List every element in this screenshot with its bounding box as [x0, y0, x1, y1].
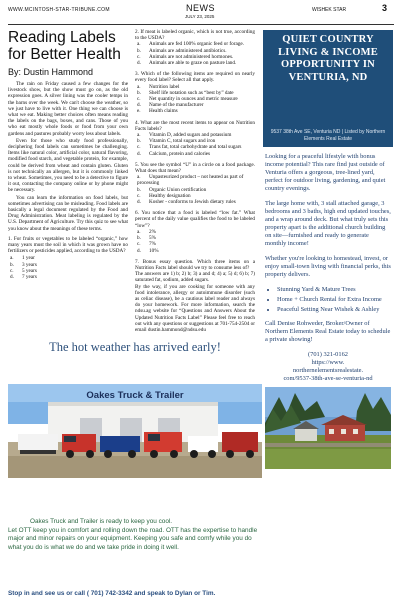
quiz-option: a. 1 year	[10, 255, 35, 262]
quiz-option: a. 2%	[137, 228, 156, 235]
oakes-call-to-action: Stop in and see us or call ( 701) 742-3342 and speak to Dylan or Tim.	[8, 590, 216, 597]
quiz-option: b. Organic Union certification	[137, 186, 207, 193]
quiz-option: d. Animals are able to graze on pasture land.	[137, 60, 237, 67]
quiz-option: e. Health claims	[137, 108, 178, 115]
hot-weather-headline: The hot weather has arrived early!	[49, 340, 221, 354]
ad-web-link[interactable]: https://www.	[311, 359, 345, 366]
site-url[interactable]: WWW.MCINTOSH-STAR-TRIBUNE.COM	[8, 7, 110, 13]
quiz-question-4: 4. What are the most recent items to appear on Nutrition Facts labels?	[135, 119, 255, 132]
article-title: Reading Labels for Better Health	[8, 29, 121, 63]
oakes-line-1: Oakes Truck and Trailer is ready to keep you cool.	[30, 518, 173, 525]
article-paragraph: Even for those who study food professionally, deciphering food labels can sometimes be challenging. Items like natural color, artificial color, natural flavoring, modified food starch, and vegetable protein, for example, could be derived from wheat and contain gluten. Gluten is not technically an allergen, but it is commonly linked to wheat. Sometimes, you need to be a detective to figure it out, contacting the company online or by phone might be necessary.	[8, 137, 128, 194]
ad-paragraph: The large home with, 3 stall attached garage, 3 bedrooms and 3 baths, high end updated touches, and a wrap around deck. But what truly sets this property apart is the additional church building on site—furnished and ready to generate monthly income!	[265, 200, 391, 247]
quiz-options-2	[135, 41, 255, 66]
quiz-option: a. Nutrition label	[137, 83, 180, 90]
article-byline: By: Dustin Hammond	[8, 67, 94, 77]
section-title: NEWS	[186, 3, 215, 13]
quiz-option: c. Trans fat, total carbohydrate and total sugars	[137, 144, 242, 151]
ad-bullet: • Stunning Yard & Mature Trees	[277, 286, 391, 294]
truck-shop-sign: Oakes Truck & Trailer	[86, 390, 184, 401]
article-column-2	[135, 29, 255, 338]
oakes-line-2: Let OTT keep you in comfort and rolling down the road. OTT has the expertise to handle major and minor repairs on your equipment. Keeping you safe and comfy while you do what you do is what we do and we take pride in doing it well.	[8, 526, 258, 551]
quiz-options-6	[135, 229, 255, 254]
quiz-question-7: 7. Bonus essay question. Which three items on a Nutrition Facts label should we try to consume less of?	[135, 258, 255, 271]
quiz-option: b. Animals are administered antibiotics.	[137, 47, 227, 54]
ad-contact: Call Denise Rohweder, Broker/Owner of Northern Elements Real Estate today to schedule a private showing!	[265, 320, 391, 343]
page-number: 3	[382, 3, 388, 13]
ad-title: QUIET COUNTRY LIVING & INCOME OPPORTUNITY IN VENTURIA, ND	[278, 34, 378, 83]
article-paragraph: The rain on Friday caused a few changes for the livestock show, but the show must go on, as the old expression goes. A silver lining was the cooler temps in the barns over the week. We can't choose the weather, so we just have to live with it. One thing we can choose is what we eat. Making better choices often means reading the labels on the bags, boxes, and cans. Those of you who eat mostly whole foods or food from your own gardens and pastures probably worry less about labels.	[8, 81, 128, 137]
ad-web-link[interactable]: northernelementsrealestate.	[292, 367, 364, 374]
quiz-answers: The answers are 1) b; 2) b; 3) a and d; 4) a; 5) d; 6) b; 7) saturated fat, sodium, added sugars.	[135, 271, 255, 284]
quiz-options-5	[135, 174, 255, 205]
paper-name: WISHEK STAR	[312, 7, 347, 13]
quiz-option: d. 7 years	[10, 274, 37, 281]
quiz-option: a. Vitamin D, added sugars and potassium	[137, 132, 232, 139]
ad-bullet: • Peaceful Setting Near Wishek & Ashley	[277, 306, 391, 314]
real-estate-ad	[263, 30, 393, 594]
quiz-question-5: 5. You see the symbol “U” in a circle on a food package. What does that mean?	[135, 161, 255, 175]
article-closing: By the way, if you are cooking for someone with any food intolerance, allergy or autoimmune disorder (such as celiac disease), be a cautious label reader and always do your homework. For more information, search the ndsu.ag website for “Questions and Answers About the Updated Nutrition Facts Label” Please feel free to reach out with any questions or suggestions at 701-754-2504 or email dustin.hammond@ndsu.edu	[135, 283, 255, 333]
quiz-option: d. Name of the manufacturer	[137, 102, 204, 109]
article-paragraph: You can learn the information on food labels, but sometimes advertising can be misleading. Food labels are basically a legal document regulated by the Food and Drug Administration. Meat labeling is regulated by the U.S. Department of Agriculture. Try this quiz to see what you know about the meanings of these terms.	[8, 194, 128, 232]
quiz-option: a. Unpasteurized product – not heated as part of processing	[137, 174, 244, 187]
quiz-option: c. Animals are not administered hormones.	[137, 53, 234, 60]
quiz-options-1	[8, 255, 128, 280]
quiz-option: b. 3 years	[10, 261, 37, 268]
quiz-option: c. 7%	[137, 241, 156, 248]
ad-phone[interactable]: (701) 321-0162	[308, 351, 348, 358]
article-column-1	[8, 29, 128, 280]
truck-shop-photo	[8, 384, 262, 478]
ad-bullet: • Home + Church Rental for Extra Income	[277, 296, 391, 304]
issue-date: JULY 23, 2025	[185, 14, 215, 19]
page-header	[8, 0, 394, 26]
quiz-option: c. Healthy designation	[137, 192, 191, 199]
quiz-question-1: 1. For fruits or vegetables to be labeled “organic,” how many years must the soil in which it was grown have no fertilizers or pesticides applied, according to the USDA?	[8, 235, 128, 255]
ad-web-link[interactable]: com/9537-38th-ave-se-venturia-nd	[283, 375, 373, 382]
quiz-option: c. 5 years	[10, 267, 37, 274]
oakes-ad-text	[8, 518, 262, 552]
quiz-option: c. Net quantity in ounces and metric measure	[137, 96, 238, 103]
house-photo	[265, 387, 391, 469]
quiz-question-3: 3. Which of the following items are required on nearly every food label? Select all that apply.	[135, 71, 255, 84]
ad-paragraph: Whether you're looking to homestead, invest, or enjoy small-town living with financial perks, this property delivers.	[265, 255, 391, 278]
ad-body	[263, 153, 393, 383]
quiz-options-3	[135, 84, 255, 115]
quiz-option: d. 10%	[137, 247, 159, 254]
house-photo-drawing	[265, 387, 391, 469]
header-rule	[8, 24, 394, 25]
quiz-options-4	[135, 132, 255, 157]
quiz-option: b. 5%	[137, 235, 156, 242]
quiz-option: d. Kosher - conforms to Jewish dietary rules	[137, 199, 236, 206]
ad-bullets	[277, 286, 391, 314]
quiz-option: b. Shelf life notation such as “best by” date	[137, 89, 234, 96]
article-body	[8, 81, 128, 232]
quiz-option: b. Vitamin C, total sugars and iron	[137, 138, 216, 145]
ad-paragraph: Looking for a peaceful lifestyle with bonus income potential? This rare find just outside of Venturia offers a gorgeous, tree-lined yard, perfect for outdoor living, gardening, and quiet country evenings.	[265, 153, 386, 192]
quiz-option: a. Animals are fed 100% organic feed or forage.	[137, 41, 244, 48]
ad-banner	[263, 30, 393, 126]
ad-address: 9537 38th Ave SE, Venturia ND | Listed by Northern Elements Real Estate	[263, 126, 393, 147]
quiz-question-2: 2. If meat is labeled organic, which is not true, according to the USDA?	[135, 29, 255, 42]
quiz-question-6: 6. You notice that a food is labeled “low fat.” What percent of the daily value qualifies the food to be labeled “low”?	[135, 210, 255, 229]
ad-contact-block	[265, 351, 391, 383]
quiz-option: d. Calcium, protein and calories	[137, 150, 211, 157]
